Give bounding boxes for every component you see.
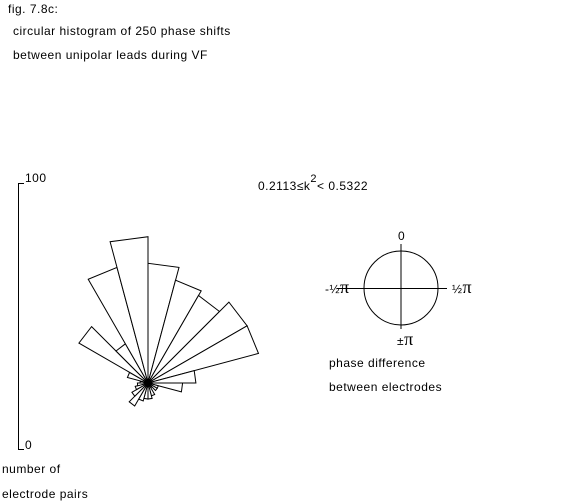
rose-histogram (79, 237, 259, 406)
phase-key-right-pi: π (462, 277, 473, 297)
kappa-exponent: 2 (310, 173, 318, 185)
scale-top-label: 100 (25, 171, 47, 185)
kappa-lower: 0.2113 (258, 179, 297, 193)
phase-key-left-sign: -½ (325, 282, 341, 296)
phase-key-caption-1: phase difference (329, 356, 426, 370)
phase-key-top-label: 0 (398, 229, 406, 243)
rose-centre (146, 381, 151, 386)
figure-subtitle: between unipolar leads during VF (13, 48, 208, 62)
phase-key-bottom-pi: π (404, 329, 414, 349)
kappa-symbol: k (303, 179, 311, 193)
figure-number: fig. 7.8c: (8, 2, 59, 16)
phase-key-right-sign: ½ (452, 282, 463, 296)
ylabel-line2: electrode pairs (2, 487, 89, 501)
kappa-le-sign: ≤ (296, 179, 304, 193)
scale-bar (18, 183, 24, 450)
kappa-upper: < 0.5322 (317, 179, 369, 193)
phase-key-left-pi: π (340, 277, 350, 297)
phase-key-left-label (325, 278, 350, 296)
phase-key-caption-2: between electrodes (329, 380, 443, 394)
phase-key-bottom-label (397, 330, 414, 348)
ylabel-line1: number of (2, 462, 61, 476)
phase-key-bottom-sign: ± (397, 334, 405, 348)
phase-key-right-label (452, 278, 472, 296)
figure-title: circular histogram of 250 phase shifts (13, 24, 231, 38)
scale-bottom-label: 0 (25, 438, 33, 452)
phase-key (337, 244, 447, 329)
